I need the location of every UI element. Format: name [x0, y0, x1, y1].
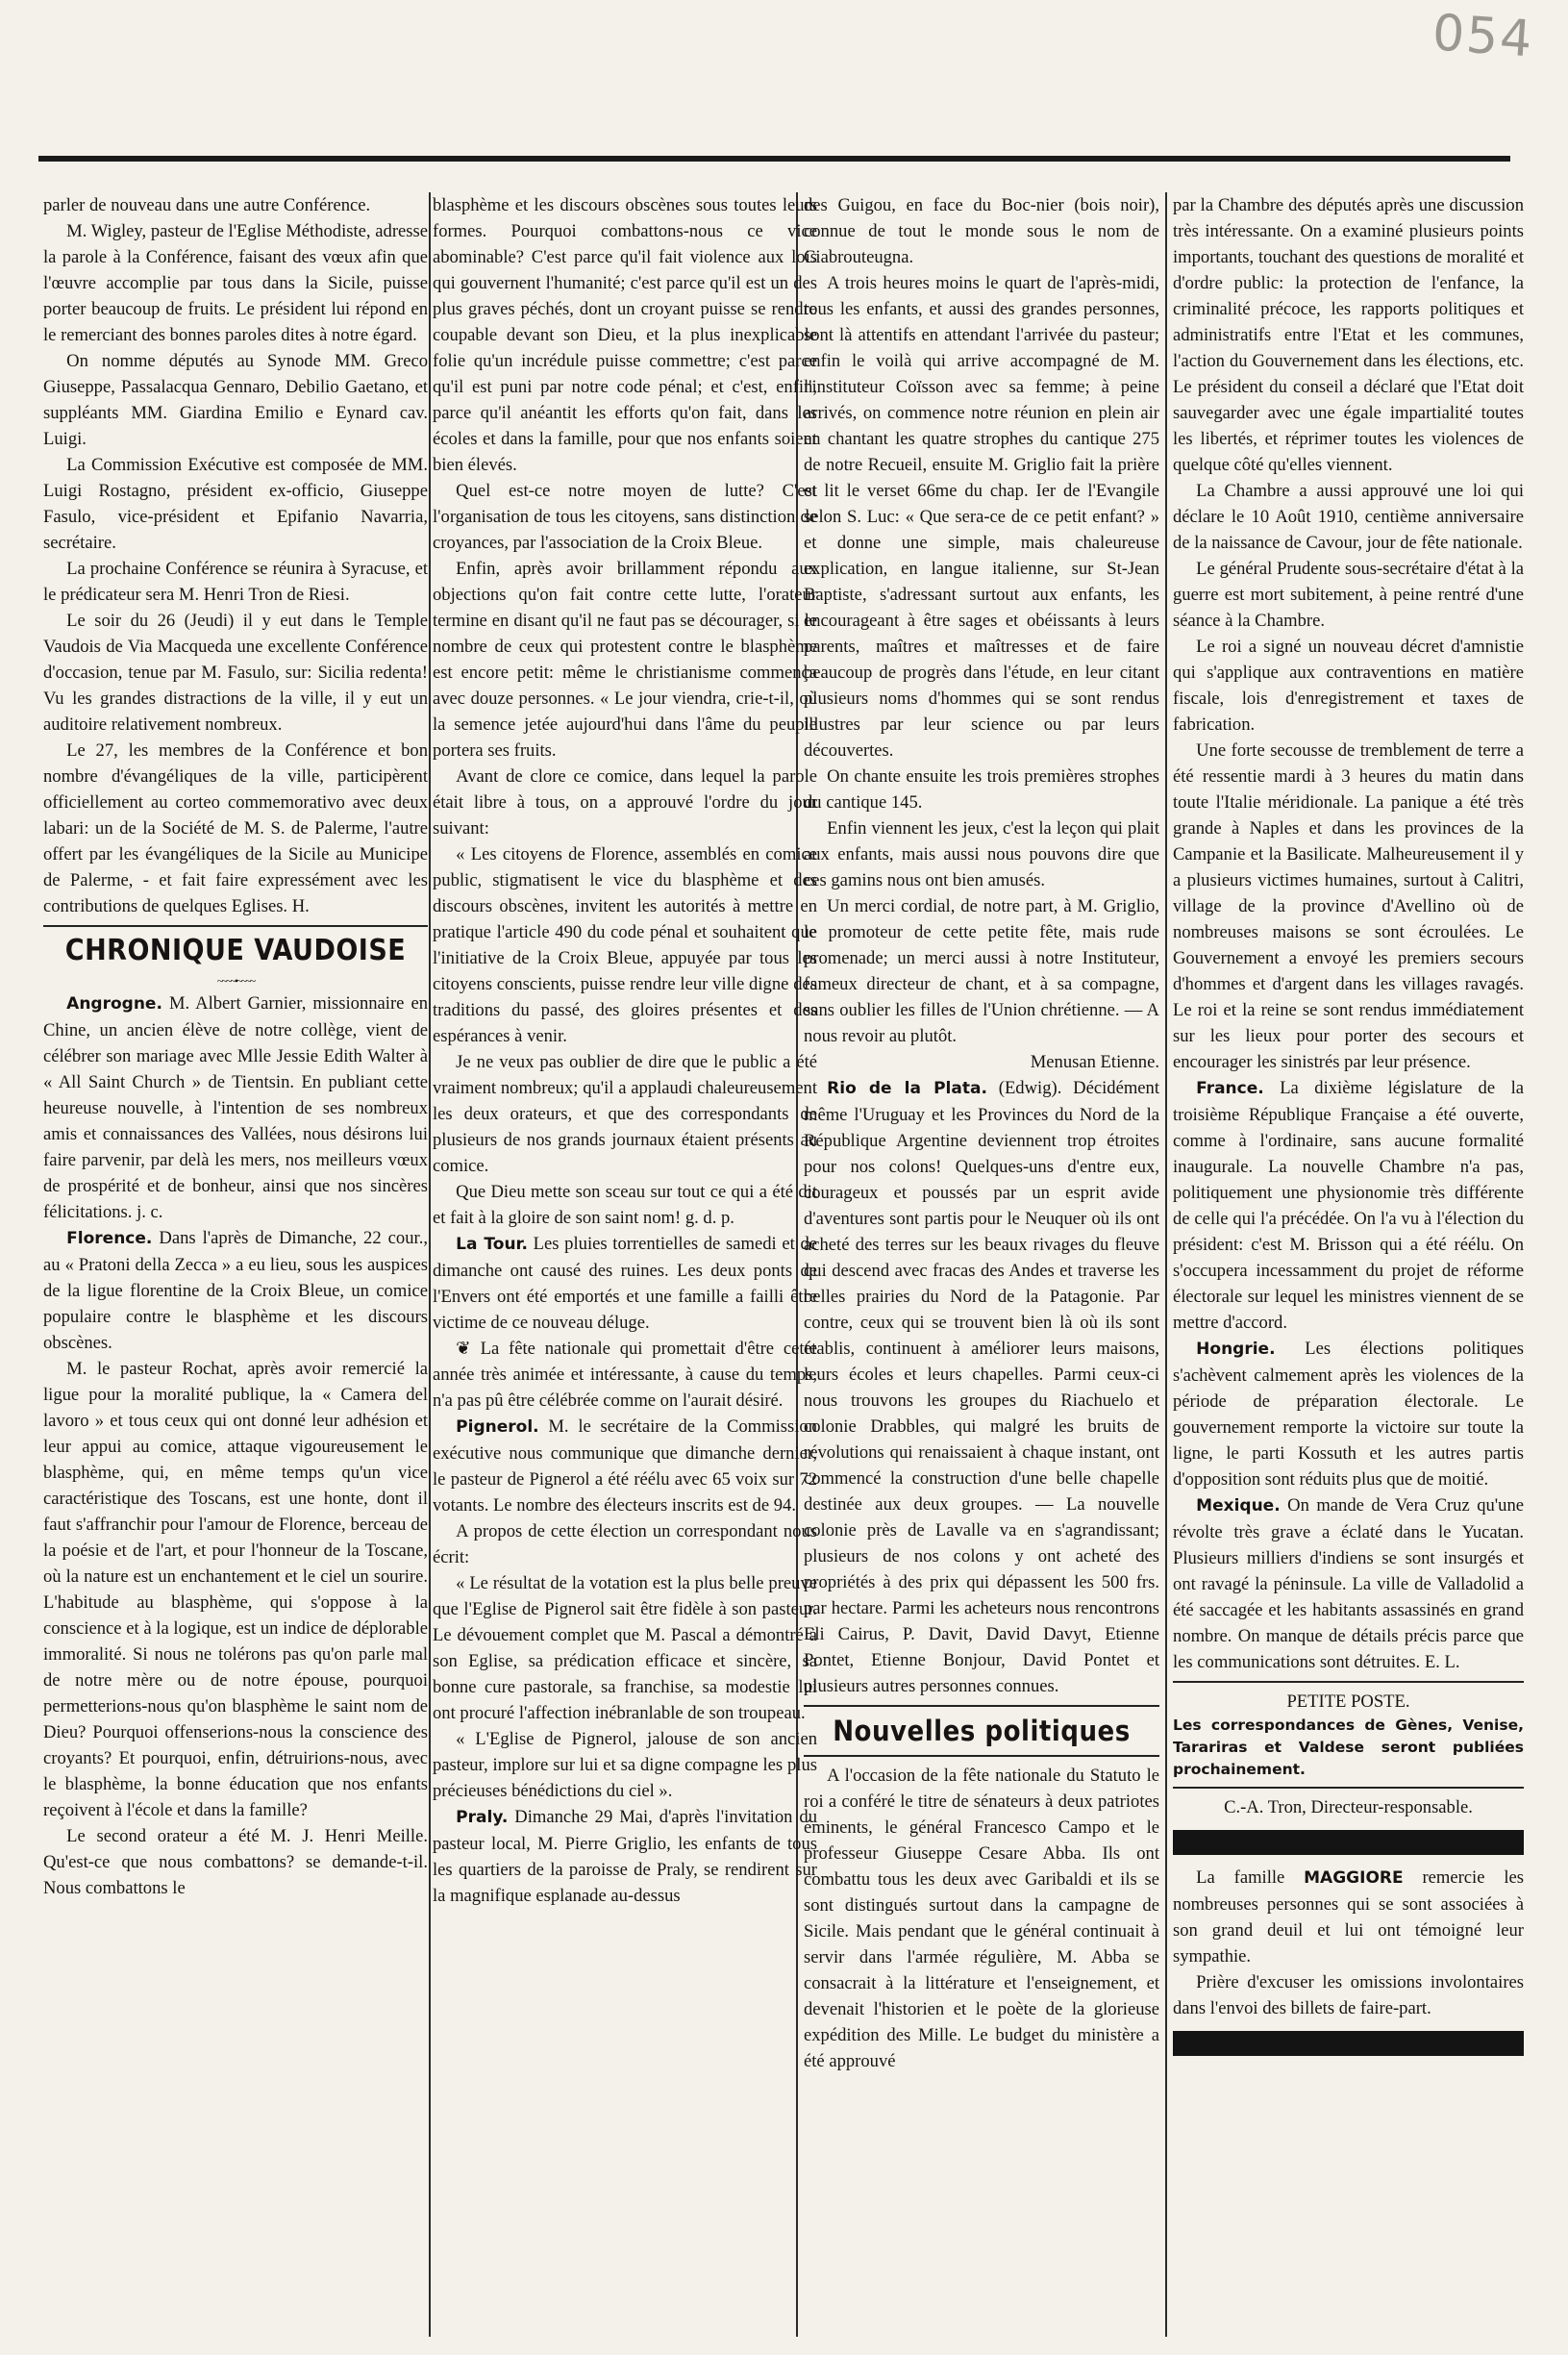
item-text: M. le secrétaire de la Commission exécutive nous communique que dimanche dernier, le pasteur de Pignerol a été réélu avec 65 voix sur 72 votants. Le nombre des électeurs inscrits est de 94. [433, 1416, 817, 1516]
item-label: Hongrie. [1196, 1340, 1276, 1359]
paragraph: On nomme députés au Synode MM. Greco Giuseppe, Passalacqua Gennaro, Debilio Gaetano, et suppléants MM. Giardina Emilio e Eynard cav. Luigi. [43, 351, 428, 449]
item-label: Angrogne. [66, 994, 162, 1014]
paragraph: Le roi a signé un nouveau décret d'amnistie qui s'applique aux contraventions en matière fiscale, lois d'enregistrement et taxes de fabrication. [1173, 637, 1524, 735]
paragraph: A trois heures moins le quart de l'après-midi, tous les enfants, et aussi des grandes personnes, sont là attentifs en attendant l'arrivée du pasteur; enfin le voilà qui arrive accompagné de M. l'instituteur Coïsson avec sa femme; à peine arrivés, on commence notre réunion en plein air en chantant les quatre strophes du cantique 275 de notre Recueil, ensuite M. Griglio fait la prière et lit le verset 66me du chap. Ier de l'Evangile selon S. Luc: « Que sera-ce de ce petit enfant? » et donne une simple, mais chaleureuse explication, en langue italienne, sur St-Jean Baptiste, s'adressant surtout aux enfants, les encourageant à être sages et obéissants à leurs parents, maîtres et maîtresses et de faire beaucoup de progrès dans l'étude, en leur citant plusieurs noms d'hommes qui se sont rendus illustres par leur science ou par leurs découvertes. [804, 273, 1159, 761]
signature: Menusan Etienne. [1030, 1052, 1159, 1072]
paragraph: On chante ensuite les trois premières strophes du cantique 145. [804, 766, 1159, 813]
paragraph: Le second orateur a été M. J. Henri Meille. Qu'est-ce que nous combattons? se demande-t-il. Nous combattons le [43, 1826, 428, 1898]
paragraph: par la Chambre des députés après une discussion très intéressante. On a examiné plusieurs points importants, touchant des questions de moralité et d'ordre public: la protection de l'enfance, la criminalité précoce, les rapports politiques et administratifs entre l'Etat et les communes, l'action du Gouvernement dans les élections, etc. Le président du conseil a déclaré que l'Etat doit sauvegarder avec une égale impartialité toutes les libertés, et réprimer toutes les violences de quelque côté qu'elles viennent. [1173, 195, 1524, 475]
news-item-mexique [1173, 1492, 1524, 1675]
paragraph: Prière d'excuser les omissions involontaires dans l'envoi des billets de faire-part. [1173, 1972, 1524, 2018]
item-label: Florence. [66, 1229, 153, 1248]
item-text: Les pluies torrentielles de samedi et de dimanche ont causé des ruines. Les deux ponts de l'Envers ont été emportés et une famille a failli être victime de ce nouveau déluge. [433, 1234, 817, 1333]
paragraph: Je ne veux pas oublier de dire que le public a été vraiment nombreux; qu'il a applaudi chaleureusement les deux orateurs, et que des correspondants de plusieurs de nos grands journaux étaient présents au comice. [433, 1052, 817, 1176]
column-1 [43, 192, 428, 2337]
news-item-france [1173, 1075, 1524, 1336]
petite-poste-text: Les correspondances de Gènes, Venise, Tarariras et Valdese seront publiées prochainement. [1173, 1716, 1524, 1778]
paragraph: Le soir du 26 (Jeudi) il y eut dans le Temple Vaudois de Via Macqueda une excellente Conférence d'occasion, tenue par M. Fasulo, sur: Sicilia redenta! Vu les grandes distractions de la ville, il y eut un auditoire relativement nombreux. [43, 611, 428, 735]
paragraph: blasphème et les discours obscènes sous toutes leurs formes. Pourquoi combattons-nous ce vice abominable? C'est parce qu'il fait violence aux lois qui gouvernent l'humanité; c'est parce qu'il est un des plus graves péchés, dont un croyant puisse se rendre coupable devant son Dieu, et la plus inexplicable folie qu'un incrédule puisse commettre; c'est parce qu'il est puni par notre code pénal; et c'est, enfin, parce qu'il anéantit les efforts qu'on fait, dans les écoles et dans la famille, pour que nos enfants soient bien élevés. [433, 195, 817, 475]
paragraph: Le 27, les membres de la Conférence et bon nombre d'évangéliques de la ville, participèrent officiellement au corteo commemorativo avec deux labari: un de la Société de M. S. de Palerme, l'autre offert par les évangéliques de la Sicile au Municipe de Palerme, - et fait faire expressément avec les contributions de quelques Eglises. H. [43, 740, 428, 916]
paragraph: M. Wigley, pasteur de l'Eglise Méthodiste, adresse la parole à la Conférence, faisant des vœux afin que l'œuvre accomplie par tous dans la Sicile, puisse porter beaucoup de fruits. Le président lui répond en le remerciant des bonnes paroles dites à notre égard. [43, 221, 428, 345]
paragraph: des Guigou, en face du Boc-nier (bois noir), connue de tout le monde sous le nom de Ciabrouteugna. [804, 195, 1159, 267]
petite-poste-heading: PETITE POSTE. [1286, 1691, 1410, 1712]
item-text: Les élections politiques s'achèvent calmement après les violences de la période de préparation électorale. Le gouvernement remporte la victoire sur toute la ligne, le parti Kossuth et les autres partis d'opposition sont réduits plus que de moitié. [1173, 1339, 1524, 1490]
news-item-angrogne [43, 990, 428, 1225]
paragraph: Avant de clore ce comice, dans lequel la parole était libre à tous, on a approuvé l'ordre du jour suivant: [433, 766, 817, 839]
paragraph: Le général Prudente sous-secrétaire d'état à la guerre est mort subitement, à peine rentré d'une séance à la Chambre. [1173, 559, 1524, 631]
paragraph: A propos de cette élection un correspondant nous écrit: [433, 1521, 817, 1567]
paragraph: Enfin, après avoir brillamment répondu aux objections qu'on fait contre cette lutte, l'orateur termine en disant qu'il ne faut pas se décourager, si le nombre de ceux qui protestent contre le blasphème est encore petit: même le christianisme commença avec douze personnes. « Le jour viendra, crie-t-il, où la semence jetée aujourd'hui dans l'âme du peuple portera ses fruits. [433, 559, 817, 761]
column-divider [1165, 192, 1167, 2337]
item-text: Dimanche 29 Mai, d'après l'invitation du pasteur local, M. Pierre Griglio, les enfants de tous les quartiers de la paroisse de Praly, se rendirent sur la magnifique esplanade au-dessus [433, 1807, 817, 1906]
section-rule [43, 925, 428, 927]
item-label: France. [1196, 1079, 1264, 1098]
paragraph: « L'Eglise de Pignerol, jalouse de son ancien pasteur, implore sur lui et sa digne compagne les plus précieuses bénédictions du ciel ». [433, 1729, 817, 1801]
item-label: La Tour. [456, 1235, 528, 1254]
paragraph: parler de nouveau dans une autre Conférence. [43, 195, 371, 215]
section-rule [804, 1705, 1159, 1707]
column-2 [433, 192, 817, 2337]
column-3 [804, 192, 1159, 2337]
paragraph: La Chambre a aussi approuvé une loi qui déclare le 10 Août 1910, centième anniversaire de la naissance de Cavour, jour de fête nationale. [1173, 481, 1524, 553]
column-divider [429, 192, 431, 2337]
item-label: Pignerol. [456, 1417, 539, 1437]
item-label: Mexique. [1196, 1496, 1281, 1516]
paragraph: « Les citoyens de Florence, assemblés en comice public, stigmatisent le vice du blasphème et des discours obscènes, invitent les autorités à mettre en pratique l'article 490 du code pénal et souhaitent que l'initiative de la Croix Bleue, appuyée par tous les citoyens conscients, puisse rendre leur ville digne des traditions du passé, des gloires présentes et des espérances à venir. [433, 844, 817, 1046]
paragraph: La prochaine Conférence se réunira à Syracuse, et le prédicateur sera M. Henri Tron de Riesi. [43, 559, 428, 605]
top-rule [38, 156, 1510, 162]
news-item-florence [43, 1225, 428, 1356]
paragraph: A l'occasion de la fête nationale du Statuto le roi a conféré le titre de sénateurs à deux patriotes éminents, le général Francesco Campo et le professeur Giuseppe Cesare Abba. Ils ont combattu tous les deux avec Garibaldi et ils se sont distingués surtout dans la campagne de Sicile. Mais pendant que le général continuait à servir dans l'armée régulière, M. Abba se consacrait à la littérature et l'enseignement, et devenait l'historien et le poète de la glorieuse expédition des Mille. Le budget du ministère a été approuvé [804, 1766, 1159, 2071]
item-text: On mande de Vera Cruz qu'une révolte très grave a éclaté dans le Yucatan. Plusieurs milliers d'indiens se sont insurgés et ont ravagé la péninsule. La ville de Valladolid a été saccagée et les habitants assassinés en grand nombre. On manque de détails précis parce que les communications sont détruites. E. L. [1173, 1495, 1524, 1672]
news-item-pignerol [433, 1414, 817, 1518]
news-item-hongrie [1173, 1336, 1524, 1492]
item-text: Dans l'après de Dimanche, 22 cour., au « Pratoni della Zecca » a eu lieu, sous les auspices de la ligue florentine de la Croix Bleue, un comice populaire contre le blasphème et les discours obscènes. [43, 1228, 428, 1353]
section-rule [804, 1755, 1159, 1757]
section-rule [1173, 1787, 1524, 1789]
director-line: C.-A. Tron, Directeur-responsable. [1224, 1797, 1473, 1817]
black-bar [1173, 2031, 1524, 2056]
paragraph: Une forte secousse de tremblement de terre a été ressentie mardi à 3 heures du matin dans toute l'Italie méridionale. La panique a été très grande à Naples et dans les provinces de la Campanie et la Basilicate. Malheureusement il y a plusieurs victimes humaines, surtout à Calitri, village de la province d'Avellino où de nombreuses maisons se sont écroulées. Le Gouvernement a envoyé les premiers secours d'hommes et d'argent dans les villages ravagés. Le roi et la reine se sont rendus immédiatement sur les lieux pour porter des secours et encourager les sinistrés par leur présence. [1173, 740, 1524, 1072]
paragraph: ❦ La fête nationale qui promettait d'être cette année très animée et intéressante, à cause du temps, n'a pas pû être célébrée comme on l'aurait désiré. [433, 1339, 817, 1411]
item-label: Praly. [456, 1808, 509, 1827]
column-4 [1173, 192, 1524, 2337]
nouvelles-politiques-heading: Nouvelles politiques [833, 1715, 1131, 1747]
announcement: La famille MAGGIORE remercie les nombreuses personnes qui se sont associées à son grand deuil et lui ont témoigné leur sympathie. [1173, 1867, 1524, 1967]
news-item-la-tour [433, 1231, 817, 1336]
news-item-praly [433, 1804, 817, 1909]
paragraph: M. le pasteur Rochat, après avoir remercié la ligue pour la moralité publique, la « Camera del lavoro » et tous ceux qui ont donné leur adhésion et leur appui au comice, attaque vigoureusement le blasphème, qui, en même temps qu'un vice caractéristique des Toscans, est une honte, dont il faut s'affranchir pour l'amour de Florence, berceau de la poésie et de l'art, et pour l'honneur de la Toscane, où la nature est un enchantement et le ciel un sourire. L'habitude au blasphème, qui s'oppose à la conscience et à la logique, est un indice de déplorable immoralité. Si nous ne tolérons pas qu'on parle mal de notre mère ou de notre épouse, pourquoi permetterions-nous qu'on blasphème le saint nom de Dieu? Pourquoi offenserions-nous la conscience des croyants? Et pourquoi, enfin, détruirions-nous, avec le blasphème, la bonne éducation que nos enfants reçoivent à l'école et dans la famille? [43, 1359, 428, 1820]
section-rule [1173, 1681, 1524, 1683]
family-name: MAGGIORE [1304, 1868, 1404, 1888]
chronique-vaudoise-heading: CHRONIQUE VAUDOISE [64, 934, 407, 967]
item-text: La dixième législature de la troisième République Française a été ouverte, comme à l'ordinaire, sans aucune formalité inaugurale. La nouvelle Chambre n'a pas, politiquement une physionomie très différente de celle qui l'a précédée. On l'a vu à l'élection du président: c'est M. Brisson qui a été réélu. On s'occupera incessamment du projet de réforme électorale sur lequel les ministres viennent de se mettre d'accord. [1173, 1078, 1524, 1333]
paragraph: Que Dieu mette son sceau sur tout ce qui a été dit et fait à la gloire de son saint nom! g. d. p. [433, 1182, 817, 1228]
paragraph: La Commission Exécutive est composée de MM. Luigi Rostagno, président ex-officio, Giuseppe Fasulo, vice-président et Epifanio Navarria, secrétaire. [43, 455, 428, 553]
paragraph: Quel est-ce notre moyen de lutte? C'est l'organisation de tous les citoyens, sans distinction de croyances, par l'association de la Croix Bleue. [433, 481, 817, 553]
ornament: ~~~~•~~~~ [216, 974, 255, 988]
paragraph: « Le résultat de la votation est la plus belle preuve que l'Eglise de Pignerol sait être fidèle à son pasteur. Le dévouement complet que M. Pascal a démontré à son Eglise, sa prédication efficace et sincère, sa bonne cure pastorale, sa franchise, sa modestie lui ont procuré l'affection inébranlable de son troupeau. [433, 1573, 817, 1723]
paragraph: Un merci cordial, de notre part, à M. Griglio, le promoteur de cette petite fête, mais rude promenade; un merci aussi à notre Instituteur, fameux directeur de chant, et à sa compagne, sans oublier les filles de l'Union chrétienne. — A nous revoir au plutôt. [804, 896, 1159, 1046]
black-bar [1173, 1830, 1524, 1855]
item-label: Rio de la Plata. [827, 1079, 987, 1098]
page-number: 054 [1431, 4, 1536, 69]
paragraph: Enfin viennent les jeux, c'est la leçon qui plait aux enfants, mais aussi nous pouvons dire que ces gamins nous ont bien amusés. [804, 818, 1159, 890]
item-text: M. Albert Garnier, missionnaire en Chine, un ancien élève de notre collège, vient de célébrer son mariage avec Mlle Jessie Edith Walter à « All Saint Church » de Tientsin. En publiant cette heureuse nouvelle, à l'intention de ses nombreux amis et connaissances des Vallées, nous désirons lui faire parvenir, par delà les mers, nos meilleurs vœux de prospérité et de bonheur, ainsi que nos sincères félicitations. j. c. [43, 993, 428, 1222]
item-text: (Edwig). Décidément même l'Uruguay et les Provinces du Nord de la République Argentine deviennent trop étroites pour nos colons! Quelques-uns d'entre eux, courageux et poussés par un esprit avide d'aventures sont partis pour le Neuquer où ils ont acheté des terres sur les beaux rivages du fleuve qui descend avec fracas des Andes et traverse les belles prairies du Nord de la Patagonie. Par contre, ceux qui se trouvent bien là où ils sont établis, continuent à améliorer leurs maisons, leurs écoles et leurs chapelles. Parmi ceux-ci nous trouvons les groupes du Riachuelo et colonie Drabbles, qui malgré les bruits de révolutions qui renaissaient à chaque instant, ont commencé la construction d'une belle chapelle destinée aux deux groupes. — La nouvelle colonie près de Lavalle va en s'agrandissant; plusieurs de nos colons y ont acheté des propriétés à des prix qui dépassent les 500 frs. par hectare. Parmi les acheteurs nous rencontrons Eli Cairus, P. Davit, David Davyt, Etienne Pontet, Etienne Bonjour, David Pontet et plusieurs autres personnes connues. [804, 1078, 1159, 1696]
news-item-rio-de-la-plata [804, 1075, 1159, 1699]
